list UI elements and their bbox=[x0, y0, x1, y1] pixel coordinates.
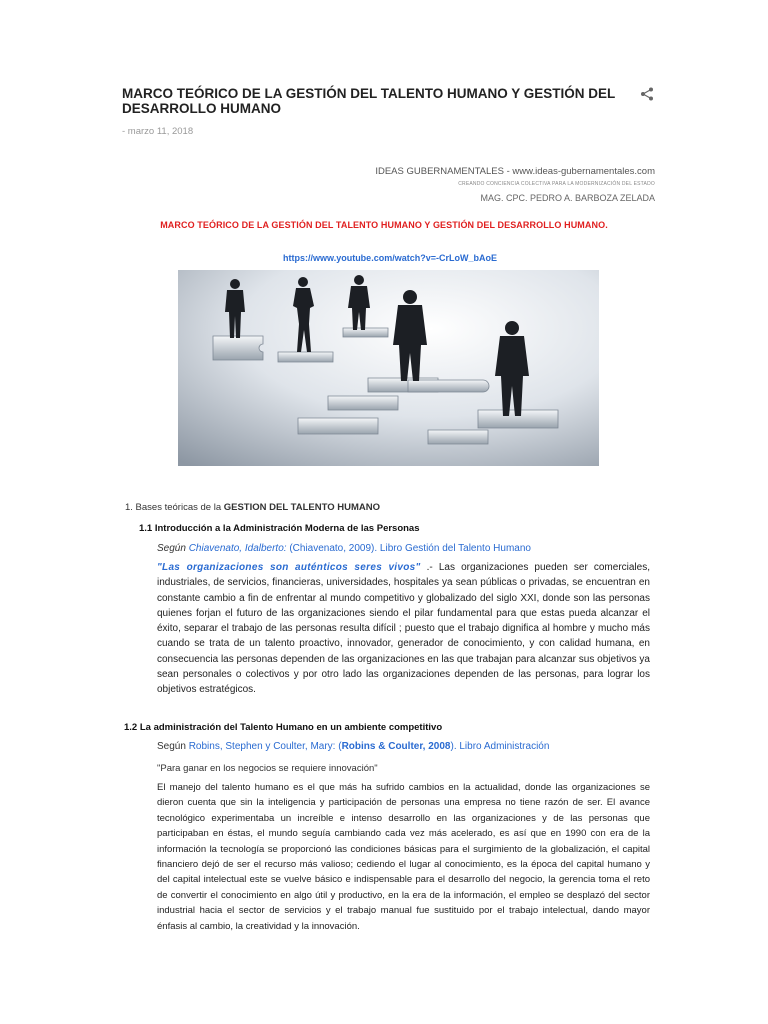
letterhead-tagline: CREANDO CONCIENCIA COLECTIVA PARA LA MODERNIZACIÓN DEL ESTADO bbox=[458, 181, 655, 187]
post-date: - marzo 11, 2018 bbox=[122, 126, 194, 137]
section1-citation: Según Chiavenato, Idalberto: (Chiavenato, 2009). Libro Gestión del Talento Humano bbox=[157, 543, 531, 554]
section1-quote: "Las organizaciones son auténticos seres vivos" bbox=[157, 562, 421, 573]
video-link[interactable]: https://www.youtube.com/watch?v=-CrLoW_bAoE bbox=[283, 253, 497, 263]
hero-illustration bbox=[178, 270, 599, 466]
letterhead-author: MAG. CPC. PEDRO A. BARBOZA ZELADA bbox=[480, 193, 655, 203]
letterhead-site: IDEAS GUBERNAMENTALES - www.ideas-gubernamentales.com bbox=[375, 166, 655, 177]
section1-subheading: 1.1 Introducción a la Administración Moderna de las Personas bbox=[139, 523, 420, 534]
section2-citation: Según Robins, Stephen y Coulter, Mary: (Robins & Coulter, 2008). Libro Administración bbox=[157, 741, 550, 752]
share-icon[interactable] bbox=[640, 87, 654, 101]
post-title: MARCO TEÓRICO DE LA GESTIÓN DEL TALENTO HUMANO Y GESTIÓN DEL DESARROLLO HUMANO bbox=[122, 86, 616, 116]
section2-quote: "Para ganar en los negocios se requiere innovación" bbox=[157, 763, 378, 774]
document-heading: MARCO TEÓRICO DE LA GESTIÓN DEL TALENTO HUMANO Y GESTIÓN DEL DESARROLLO HUMANO. bbox=[160, 220, 608, 230]
section2-paragraph: El manejo del talento humano es el que más ha sufrido cambios en la actualidad, donde las organizaciones se dieron cuenta que sin la inteligencia y participación de personas una empresa no tiene razón de ser. El avance tecnológico experimentaba un increíble e intenso desarrollo en las organizaciones y de las personas que participaban en éstas, el mundo seguía cambiando cada vez más acelerado, es así que en 1990 con era de la información la tecnología se proporcionó las condiciones básicas para el surgimiento de la globalización, el capital financiero dejó de ser el recurso más valioso; cediendo el lugar al conocimiento, es la época del capital humano y del capital intelectual este se vuelve básico e indispensable para el desarrollo del negocio, la gerencia toma el reto de convertir el conocimiento en algo útil y productivo, en la era de la información, el empleo se desplazó del sector industrial hacia el sector de servicios y el trabajo manual fue sustituido por el trabajo intelectual, dando mayor énfasis al cambio, la creatividad y la innovación. bbox=[157, 782, 650, 932]
section1-paragraph: "Las organizaciones son auténticos seres vivos" .- Las organizaciones pueden ser comerciales, industriales, de servicios, financieras, universidades, hospitales ya sean públicas o privadas, se encuentran en constante cambio a fin de enfrentar al mundo competitivo y globalizado del siglo XXI, donde son las personas quienes forjan el futuro de las organizaciones siendo el pilar fundamental para que estas pueda alcanzar el éxito, separar el trabajo de las personas resulta difícil ; puesto que el trabajo dignifica al hombre y mucho más cuando se trata de un talento proactivo, innovador, generador de conocimiento, y con calidad humana, en consecuencia las personas dependen de las organizaciones en las que trabajan para alcanzar sus objetivos ya sean personales o colectivos y por otro lado las organizaciones dependen de las personas, para lograr los objetivos estratégicos. bbox=[157, 562, 650, 696]
section1-heading: 1. Bases teóricas de la GESTION DEL TALENTO HUMANO bbox=[125, 502, 380, 513]
section2-heading: 1.2 La administración del Talento Humano en un ambiente competitivo bbox=[124, 722, 443, 733]
